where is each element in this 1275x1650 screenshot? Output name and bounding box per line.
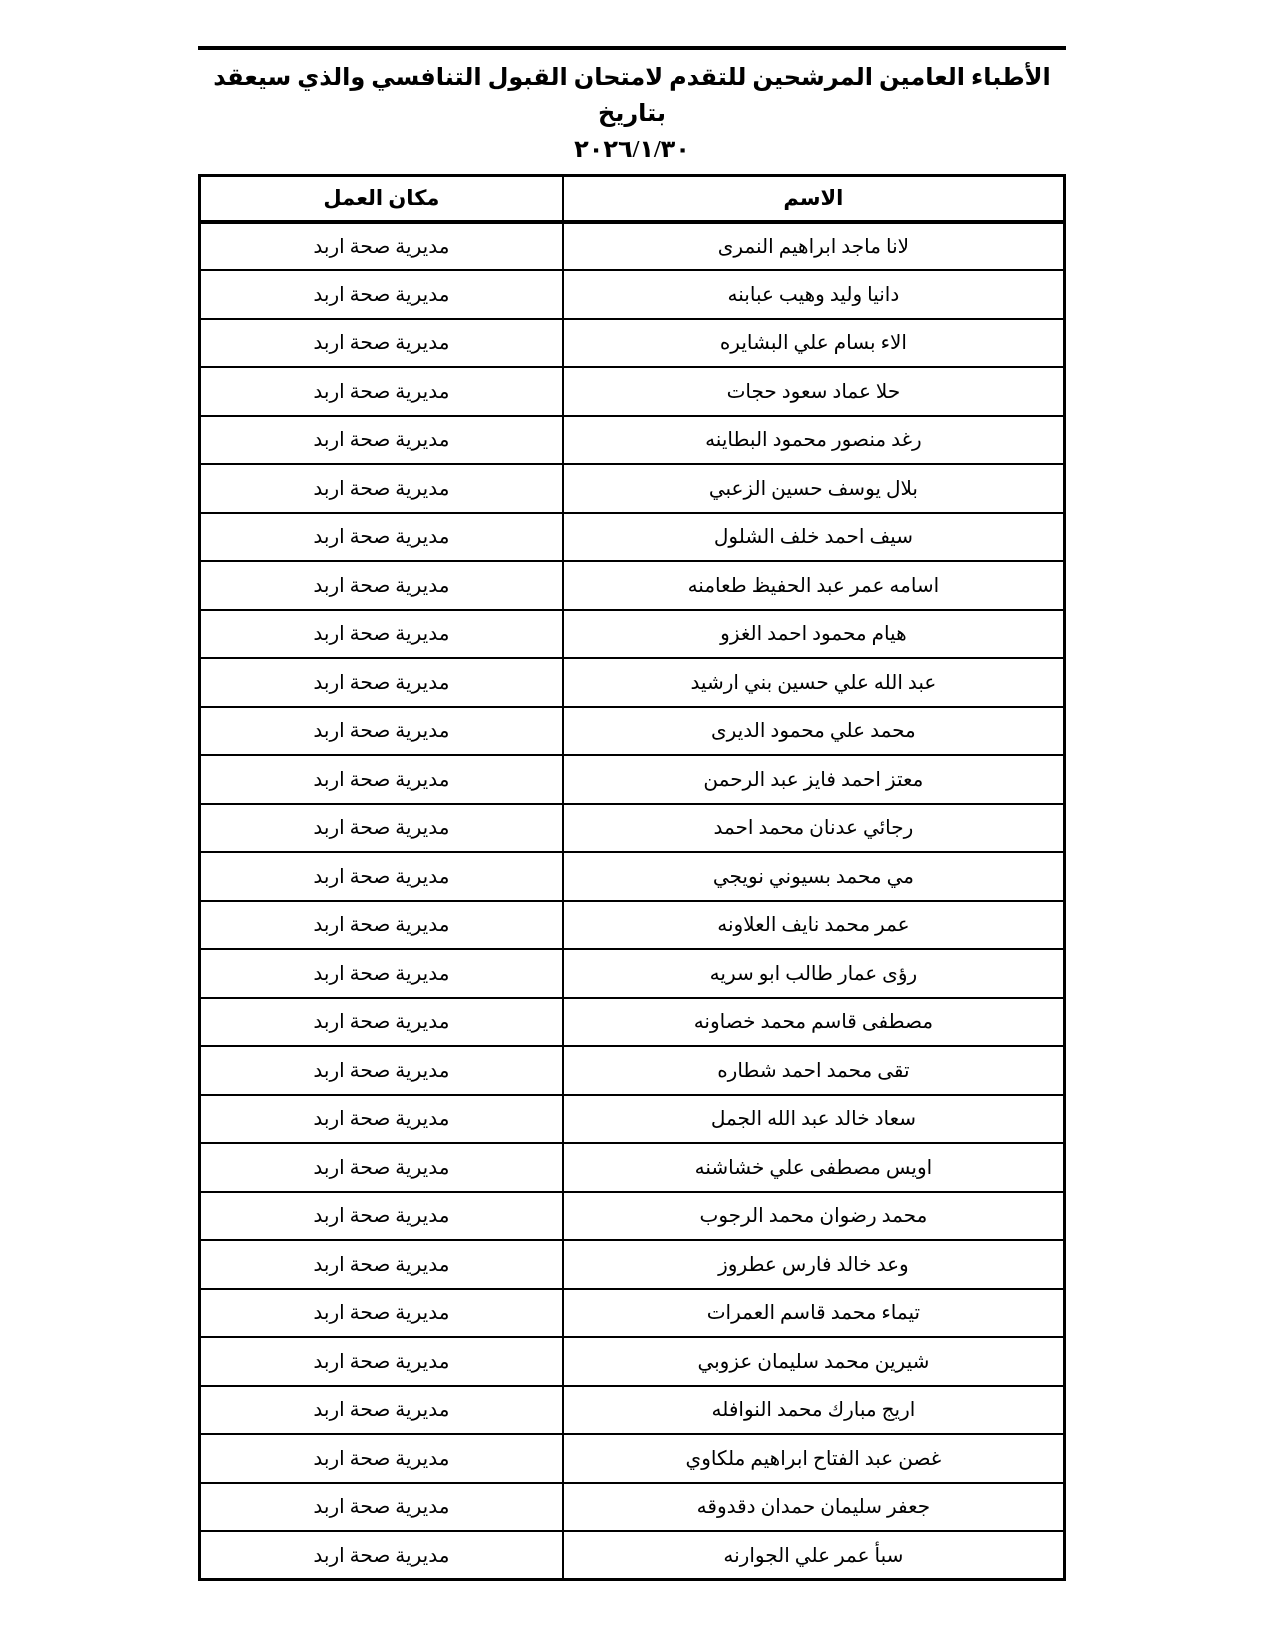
table-row xyxy=(200,464,1065,513)
candidate-name-cell: تيماء محمد قاسم العمرات xyxy=(563,1289,1065,1338)
workplace-cell: مديرية صحة اربد xyxy=(200,1095,563,1144)
workplace-cell: مديرية صحة اربد xyxy=(200,658,563,707)
table-row xyxy=(200,1289,1065,1338)
workplace-cell: مديرية صحة اربد xyxy=(200,513,563,562)
table-row xyxy=(200,658,1065,707)
candidates-table xyxy=(198,174,1066,1581)
workplace-cell: مديرية صحة اربد xyxy=(200,1531,563,1580)
candidate-name-cell: رؤى عمار طالب ابو سريه xyxy=(563,949,1065,998)
candidate-name-cell: عبد الله علي حسين بني ارشيد xyxy=(563,658,1065,707)
table-row xyxy=(200,1531,1065,1580)
workplace-cell: مديرية صحة اربد xyxy=(200,901,563,950)
candidate-name-cell: غصن عبد الفتاح ابراهيم ملكاوي xyxy=(563,1434,1065,1483)
workplace-cell: مديرية صحة اربد xyxy=(200,1143,563,1192)
table-row xyxy=(200,367,1065,416)
column-header-name: الاسم xyxy=(563,176,1065,222)
candidate-name-cell: سيف احمد خلف الشلول xyxy=(563,513,1065,562)
candidate-name-cell: جعفر سليمان حمدان دقدوقه xyxy=(563,1483,1065,1532)
table-row xyxy=(200,561,1065,610)
candidate-name-cell: هيام محمود احمد الغزو xyxy=(563,610,1065,659)
candidate-name-cell: رجائي عدنان محمد احمد xyxy=(563,804,1065,853)
workplace-cell: مديرية صحة اربد xyxy=(200,367,563,416)
workplace-cell: مديرية صحة اربد xyxy=(200,1337,563,1386)
candidate-name-cell: لانا ماجد ابراهيم النمرى xyxy=(563,222,1065,271)
workplace-cell: مديرية صحة اربد xyxy=(200,1046,563,1095)
workplace-cell: مديرية صحة اربد xyxy=(200,416,563,465)
workplace-cell: مديرية صحة اربد xyxy=(200,755,563,804)
table-row xyxy=(200,998,1065,1047)
table-header xyxy=(200,176,1065,222)
candidate-name-cell: مي محمد بسيوني نويجي xyxy=(563,852,1065,901)
workplace-cell: مديرية صحة اربد xyxy=(200,1434,563,1483)
workplace-cell: مديرية صحة اربد xyxy=(200,319,563,368)
workplace-cell: مديرية صحة اربد xyxy=(200,464,563,513)
table-row xyxy=(200,949,1065,998)
table-body xyxy=(200,222,1065,1580)
table-row xyxy=(200,1046,1065,1095)
table-row xyxy=(200,1337,1065,1386)
candidate-name-cell: مصطفى قاسم محمد خصاونه xyxy=(563,998,1065,1047)
workplace-cell: مديرية صحة اربد xyxy=(200,949,563,998)
table-row xyxy=(200,804,1065,853)
candidate-name-cell: سبأ عمر علي الجوارنه xyxy=(563,1531,1065,1580)
table-row xyxy=(200,1143,1065,1192)
table-row xyxy=(200,319,1065,368)
candidate-name-cell: معتز احمد فايز عبد الرحمن xyxy=(563,755,1065,804)
workplace-cell: مديرية صحة اربد xyxy=(200,1483,563,1532)
table-header-row xyxy=(200,176,1065,222)
table-row xyxy=(200,416,1065,465)
candidate-name-cell: اويس مصطفى علي خشاشنه xyxy=(563,1143,1065,1192)
page-title-line1: الأطباء العامين المرشحين للتقدم لامتحان القبول التنافسي والذي سيعقد بتاريخ xyxy=(213,65,1051,127)
table-row xyxy=(200,1434,1065,1483)
candidate-name-cell: تقى محمد احمد شطاره xyxy=(563,1046,1065,1095)
table-row xyxy=(200,707,1065,756)
candidate-name-cell: اسامه عمر عبد الحفيظ طعامنه xyxy=(563,561,1065,610)
candidate-name-cell: دانيا وليد وهيب عبابنه xyxy=(563,270,1065,319)
workplace-cell: مديرية صحة اربد xyxy=(200,707,563,756)
candidate-name-cell: الاء بسام علي البشايره xyxy=(563,319,1065,368)
workplace-cell: مديرية صحة اربد xyxy=(200,610,563,659)
table-row xyxy=(200,610,1065,659)
candidate-name-cell: محمد علي محمود الديرى xyxy=(563,707,1065,756)
candidate-name-cell: محمد رضوان محمد الرجوب xyxy=(563,1192,1065,1241)
table-row xyxy=(200,1095,1065,1144)
candidate-name-cell: سعاد خالد عبد الله الجمل xyxy=(563,1095,1065,1144)
workplace-cell: مديرية صحة اربد xyxy=(200,222,563,271)
table-row xyxy=(200,1240,1065,1289)
table-row xyxy=(200,222,1065,271)
workplace-cell: مديرية صحة اربد xyxy=(200,1386,563,1435)
workplace-cell: مديرية صحة اربد xyxy=(200,270,563,319)
table-row xyxy=(200,852,1065,901)
column-header-workplace: مكان العمل xyxy=(200,176,563,222)
candidate-name-cell: حلا عماد سعود حجات xyxy=(563,367,1065,416)
candidate-name-cell: اريج مبارك محمد النوافله xyxy=(563,1386,1065,1435)
page-title-line2: ٢٠٢٦/١/٣٠ xyxy=(574,137,690,163)
workplace-cell: مديرية صحة اربد xyxy=(200,998,563,1047)
document-content xyxy=(198,0,1066,1581)
table-row xyxy=(200,1483,1065,1532)
table-row xyxy=(200,901,1065,950)
table-row xyxy=(200,755,1065,804)
candidate-name-cell: شيرين محمد سليمان عزوبي xyxy=(563,1337,1065,1386)
candidate-name-cell: بلال يوسف حسين الزعبي xyxy=(563,464,1065,513)
table-row xyxy=(200,513,1065,562)
page-title xyxy=(198,60,1066,168)
workplace-cell: مديرية صحة اربد xyxy=(200,561,563,610)
candidate-name-cell: وعد خالد فارس عطروز xyxy=(563,1240,1065,1289)
workplace-cell: مديرية صحة اربد xyxy=(200,1240,563,1289)
workplace-cell: مديرية صحة اربد xyxy=(200,804,563,853)
candidate-name-cell: رغد منصور محمود البطاينه xyxy=(563,416,1065,465)
title-top-rule xyxy=(198,46,1066,50)
workplace-cell: مديرية صحة اربد xyxy=(200,1192,563,1241)
table-row xyxy=(200,1386,1065,1435)
table-row xyxy=(200,270,1065,319)
workplace-cell: مديرية صحة اربد xyxy=(200,1289,563,1338)
candidate-name-cell: عمر محمد نايف العلاونه xyxy=(563,901,1065,950)
workplace-cell: مديرية صحة اربد xyxy=(200,852,563,901)
table-row xyxy=(200,1192,1065,1241)
